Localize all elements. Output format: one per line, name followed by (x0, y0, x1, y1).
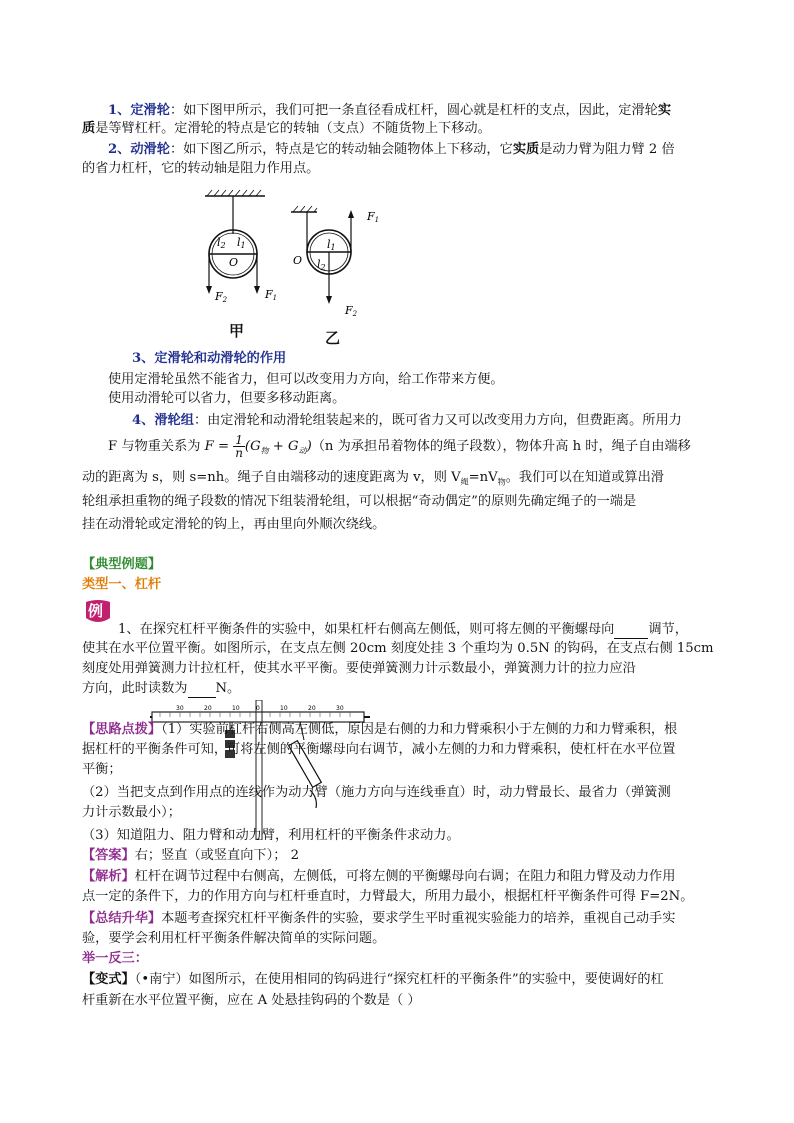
pulley-figure (195, 188, 395, 323)
yi-l2-label: l2 (317, 258, 326, 272)
sec4-text2b: （n 为承担吊着物体的绳子段数），物体升高 h 时，绳子自由端移 (311, 439, 691, 454)
variant-label: 【变式】 (82, 972, 135, 987)
question-line3: 刻度处用弹簧测力计拉杠杆，使其水平平衡。要使弹簧测力计示数最小，弹簧测力计的拉力应沿 (82, 661, 636, 676)
formula-fraction: $\frac{1}{n}$ (235, 433, 243, 460)
answer-label: 【答案】 (82, 848, 135, 863)
sec1-line1 (108, 103, 671, 119)
summary-line2: 验，要学会利用杠杆平衡条件解决简单的实际问题。 (82, 931, 386, 946)
sec2-label: 2、动滑轮 (108, 142, 170, 157)
svg-text:20: 20 (308, 705, 316, 712)
example-badge-text: 例 (88, 602, 104, 620)
svg-text:0: 0 (256, 705, 260, 712)
formula-lhs: F = (204, 439, 230, 454)
analysis-line2: 据杠杆的平衡条件可知，可将左侧的平衡螺母向右调节，减小左侧的力和力臂乘积，使杠杆在水平位置 (82, 742, 676, 757)
jia-l2-label: l2 (217, 236, 226, 250)
sec1-text2: 是等臂杠杆。定滑轮的特点是它的转轴（支点）不随货物上下移动。 (95, 121, 491, 136)
sec2-line2 (82, 161, 319, 177)
analysis-line5: 力计示数最小）； (82, 805, 181, 820)
type1-heading: 类型一、杠杆 (82, 577, 162, 592)
jiexi-label: 【解析】 (82, 869, 135, 884)
question-line4: 方向，此时读数为 N。 (82, 681, 241, 696)
fixed-pulley-jia (205, 190, 265, 294)
sec4-label: 4、滑轮组 (132, 413, 194, 428)
yi-o-label: O (293, 254, 303, 267)
jiexi-line2: 点一定的条件下，力的作用方向与杠杆垂直时，力臂最大，所用力最小，根据杠杆平衡条件可得 F=2N。 (82, 889, 694, 904)
summary-label: 【总结升华】 (82, 911, 162, 926)
sec4-line4: 轮组承担重物的绳子段数的情况下组装滑轮组，可以根据“奇动偶定”的原则先确定绳子的一端是 (82, 494, 637, 509)
svg-text:10: 10 (232, 705, 240, 712)
sec2-keyword: 实质 (512, 142, 540, 157)
svg-text:10: 10 (280, 705, 288, 712)
yi-l1-label: l1 (327, 238, 336, 252)
jia-l1-label: l1 (237, 236, 246, 250)
yi-f2-label: F2 (345, 304, 358, 318)
jia-f2-label: F2 (215, 290, 228, 304)
sec4-text2a: F 与物重关系为 (108, 439, 205, 454)
analysis-line6: （3）知道阻力、阻力臂和动力臂，利用杠杆的平衡条件求动力。 (82, 828, 460, 843)
svg-text:30: 30 (176, 705, 184, 712)
answer-line: 【答案】右；竖直（或竖直向下）； 2 (82, 848, 299, 863)
sec4-line2 (108, 434, 691, 465)
sec2-line1 (108, 142, 675, 158)
sec3-heading (132, 351, 286, 367)
question-line1: 1、在探究杠杆平衡条件的实验中，如果杠杆右侧高左侧低，则可将左侧的平衡螺母向 调节， (118, 622, 688, 637)
sec1-keyword1: 实 (657, 103, 672, 118)
figure-label-yi: 乙 (325, 329, 341, 347)
variant-line1: 【变式】（•南宁）如图所示，在使用相同的钩码进行“探究杠杆的平衡条件”的实验中，要使调好的杠 (82, 972, 664, 987)
sec4-text1: ：由定滑轮和动滑轮组装起来的，既可省力又可以改变用力方向，但费距离。所用力 (193, 413, 682, 428)
answer-blank-2 (188, 681, 216, 698)
analysis-line3: 平衡； (82, 762, 122, 777)
analysis-label: 【思路点拨】 (82, 722, 162, 737)
summary-line1: 【总结升华】本题考查探究杠杆平衡条件的实验，要求学生平时重视实验能力的培养，重视自己动手实 (82, 911, 676, 926)
jia-f1-label: F1 (265, 288, 278, 302)
answer-blank-1 (614, 622, 648, 639)
variant-line2: 杆重新在水平位置平衡，应在 A 处悬挂钩码的个数是（ ） (82, 993, 421, 1008)
lever-diagram (150, 700, 370, 840)
juyi-label: 举一反三： (82, 951, 148, 966)
examples-header: 【典型例题】 (82, 557, 162, 572)
question-line2: 使其在水平位置平衡。如图所示，在支点左侧 20cm 刻度处挂 3 个重均为 0.5N 的钩码，在支点右侧 15cm (82, 641, 714, 656)
svg-text:30: 30 (336, 705, 344, 712)
sec2-text3: 的省力杠杆，它的转动轴是阻力作用点。 (82, 161, 320, 176)
sec4-line3: 动的距离为 s，则 s=nh。绳子自由端移动的速度距离为 v，则 $V_绳=nV_物$。我们可以在知道或算出滑 (82, 470, 664, 487)
svg-text:20: 20 (204, 705, 212, 712)
sec2-text1: ：如下图乙所示，特点是它的转动轴会随物体上下移动，它 (169, 142, 513, 157)
yi-f1-label: F1 (367, 210, 380, 224)
jiexi-line1: 【解析】杠杆在调节过程中右侧高，左侧低，可将左侧的平衡螺母向右调；在阻力和阻力臂及动力作用 (82, 869, 676, 884)
sec1-keyword2: 质 (82, 121, 96, 136)
sec3-label: 3、定滑轮和动滑轮的作用 (132, 351, 287, 366)
sec1-line2 (82, 121, 491, 137)
sec3-text2: 使用动滑轮可以省力，但要多移动距离。 (108, 391, 346, 406)
analysis-line1: 【思路点拨】（1）实验前杠杆右侧高左侧低，原因是右侧的力和力臂乘积小于左侧的力和力臂乘积，根 (82, 722, 678, 737)
sec3-text1: 使用定滑轮虽然不能省力，但可以改变用力方向，给工作带来方便。 (108, 372, 504, 387)
sec4-line5: 挂在动滑轮或定滑轮的钩上，再由里向外顺次绕线。 (82, 517, 386, 532)
sec4-line1 (132, 413, 682, 429)
figure-label-jia: 甲 (229, 322, 245, 340)
analysis-line4: （2）当把支点到作用点的连线作为动力臂（施力方向与连线垂直）时，动力臂最长、最省力（弹簧测 (82, 785, 671, 800)
sec1-label: 1、定滑轮 (108, 103, 170, 118)
sec1-text1: ：如下图甲所示，我们可把一条直径看成杠杆，圆心就是杠杆的支点，因此，定滑轮 (169, 103, 658, 118)
sec2-text2: 是动力臂为阻力臂 2 倍 (539, 142, 675, 157)
formula-body: $(G_物 + G_动)$ (244, 439, 312, 456)
jia-o-label: O (229, 256, 239, 269)
